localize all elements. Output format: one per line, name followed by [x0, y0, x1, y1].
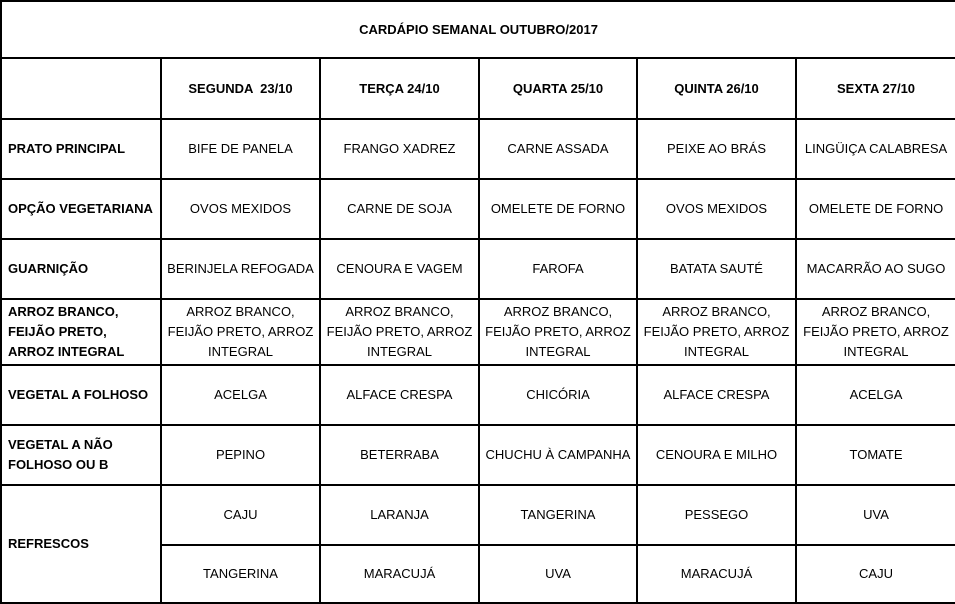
menu-cell: TANGERINA — [479, 485, 637, 545]
column-header-sexta: SEXTA 27/10 — [796, 58, 955, 119]
menu-cell: BATATA SAUTÉ — [637, 239, 796, 299]
menu-cell: CARNE DE SOJA — [320, 179, 479, 239]
menu-cell: ARROZ BRANCO, FEIJÃO PRETO, ARROZ INTEGRAL — [479, 299, 637, 365]
menu-cell: CAJU — [161, 485, 320, 545]
row-label-opcao-vegetariana: OPÇÃO VEGETARIANA — [1, 179, 161, 239]
menu-cell: ARROZ BRANCO, FEIJÃO PRETO, ARROZ INTEGRAL — [796, 299, 955, 365]
menu-cell: MACARRÃO AO SUGO — [796, 239, 955, 299]
table-row — [1, 179, 955, 239]
menu-cell: CHUCHU À CAMPANHA — [479, 425, 637, 485]
menu-cell: ACELGA — [161, 365, 320, 425]
menu-cell: PEIXE AO BRÁS — [637, 119, 796, 179]
menu-cell: BERINJELA REFOGADA — [161, 239, 320, 299]
menu-cell: MARACUJÁ — [637, 545, 796, 603]
menu-cell: UVA — [479, 545, 637, 603]
menu-cell: ACELGA — [796, 365, 955, 425]
menu-cell: ALFACE CRESPA — [320, 365, 479, 425]
corner-cell — [1, 58, 161, 119]
menu-cell: CARNE ASSADA — [479, 119, 637, 179]
menu-cell: BETERRABA — [320, 425, 479, 485]
row-label-vegetal-nao-folhoso: VEGETAL A NÃO FOLHOSO OU B — [1, 425, 161, 485]
menu-cell: OMELETE DE FORNO — [479, 179, 637, 239]
menu-cell: OVOS MEXIDOS — [637, 179, 796, 239]
row-label-arroz-feijao: ARROZ BRANCO, FEIJÃO PRETO, ARROZ INTEGRAL — [1, 299, 161, 365]
row-label-vegetal-folhoso: VEGETAL A FOLHOSO — [1, 365, 161, 425]
day-header-row — [1, 58, 955, 119]
title-row — [1, 1, 955, 58]
menu-cell: FAROFA — [479, 239, 637, 299]
menu-cell: CENOURA E VAGEM — [320, 239, 479, 299]
table-row — [1, 425, 955, 485]
menu-cell: CAJU — [796, 545, 955, 603]
menu-cell: ARROZ BRANCO, FEIJÃO PRETO, ARROZ INTEGRAL — [320, 299, 479, 365]
row-label-prato-principal: PRATO PRINCIPAL — [1, 119, 161, 179]
row-label-guarnicao: GUARNIÇÃO — [1, 239, 161, 299]
table-row — [1, 365, 955, 425]
table-row — [1, 119, 955, 179]
menu-cell: TOMATE — [796, 425, 955, 485]
menu-cell: CENOURA E MILHO — [637, 425, 796, 485]
column-header-terca: TERÇA 24/10 — [320, 58, 479, 119]
column-header-quarta: QUARTA 25/10 — [479, 58, 637, 119]
menu-cell: OVOS MEXIDOS — [161, 179, 320, 239]
menu-cell: PESSEGO — [637, 485, 796, 545]
menu-cell: TANGERINA — [161, 545, 320, 603]
menu-cell: MARACUJÁ — [320, 545, 479, 603]
menu-cell: ARROZ BRANCO, FEIJÃO PRETO, ARROZ INTEGRAL — [161, 299, 320, 365]
page-title: CARDÁPIO SEMANAL OUTUBRO/2017 — [1, 1, 955, 58]
menu-cell: FRANGO XADREZ — [320, 119, 479, 179]
column-header-segunda: SEGUNDA 23/10 — [161, 58, 320, 119]
menu-cell: OMELETE DE FORNO — [796, 179, 955, 239]
menu-cell: ALFACE CRESPA — [637, 365, 796, 425]
table-row — [1, 239, 955, 299]
row-label-refrescos: REFRESCOS — [1, 485, 161, 603]
table-row — [1, 299, 955, 365]
column-header-quinta: QUINTA 26/10 — [637, 58, 796, 119]
table-row — [1, 485, 955, 545]
menu-cell: LARANJA — [320, 485, 479, 545]
menu-cell: LINGÜIÇA CALABRESA — [796, 119, 955, 179]
menu-cell: ARROZ BRANCO, FEIJÃO PRETO, ARROZ INTEGRAL — [637, 299, 796, 365]
menu-cell: UVA — [796, 485, 955, 545]
menu-cell: CHICÓRIA — [479, 365, 637, 425]
menu-cell: PEPINO — [161, 425, 320, 485]
menu-cell: BIFE DE PANELA — [161, 119, 320, 179]
